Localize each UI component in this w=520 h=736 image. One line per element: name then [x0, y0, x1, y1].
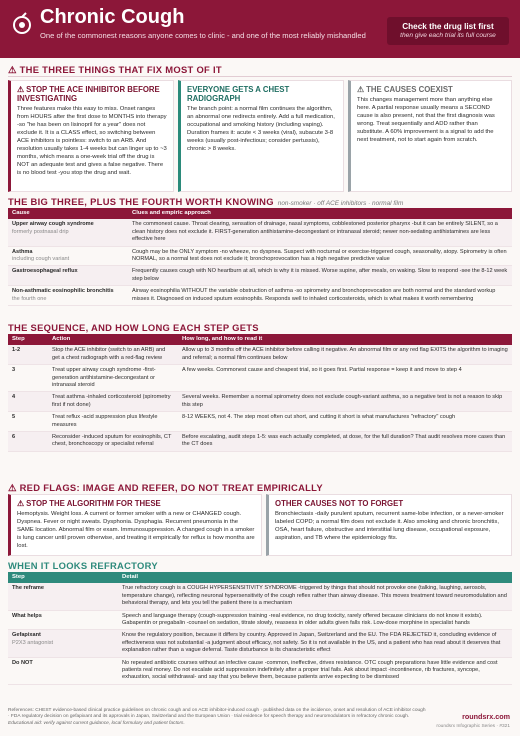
coexist-card-body: This changes management more than anything else here. A partial response usually means a SECOND cause is also present, not that the first diagnosis was wrong. Treat sequentially and ADD rather than substitute. A 60% improvement is a signal to add the next treatment, not to start again from scratch. — [357, 97, 495, 143]
series-label: roundsrx Infographic Series · #321 — [436, 724, 510, 729]
section-red-flags: ⚠ RED FLAGS: IMAGE AND REFER, DO NOT TREAT EMPIRICALLY — [8, 482, 323, 493]
warning-icon: ⚠ — [17, 85, 27, 94]
other-card-title: OTHER CAUSES NOT TO FORGET — [275, 499, 404, 508]
section-three-things: ⚠ THE THREE THINGS THAT FIX MOST OF IT — [8, 64, 222, 75]
references: References: CHEST evidence-based clinical practice guidelines on chronic cough and on ACE inhibitor-induced cough · published data on the incidence, onset and resolution of ACE inhibitor cough · FDA regulatory decision on gefapixant and its approvals in Japan, Switzerland and the European Union · trial evidence for speech therapy and neuromodulators in refractory chronic cough. Educational aid: verify against current guidance, local formulary and patient factors. — [8, 708, 426, 726]
section-refractory: WHEN IT LOOKS REFRACTORY — [8, 560, 158, 571]
xray-card-body: The branch point: a normal film continues the algorithm, an abnormal one redirects entirely. Add a full medication, occupational and smoking history (including vaping). Duration frames it: acute < 3 weeks (viral), subacute 3-8 weeks (usually post-infectious; consider pertussis), chronic > 8 weeks. — [187, 106, 335, 152]
warning-icon: ⚠ — [8, 482, 20, 493]
warning-icon: ⚠ — [17, 499, 27, 508]
big-three-table — [8, 208, 512, 306]
stop-algorithm-card — [8, 494, 262, 556]
table-row: What helps Speech and language therapy (cough-suppression training -real evidence, no drug toxicity, rarely offered because clinicians do not know it exists). Gabapentin or pregabalin -counsel on sedation, titrate slowly, reassess in older adults given falls risk. Low-dose morphine in specialist hands — [8, 610, 512, 630]
sequence-table — [8, 334, 512, 452]
xray-card-title: EVERYONE GETS A CHEST RADIOGRAPH — [187, 85, 290, 103]
warning-icon: ⚠ — [357, 85, 367, 94]
xray-card — [178, 80, 344, 192]
callout-subtitle: then give each trial its full course — [400, 32, 496, 39]
divider — [8, 76, 512, 77]
section-big-three: THE BIG THREE, PLUS THE FOURTH WORTH KNOWING non-smoker · off ACE inhibitors · normal film — [8, 196, 404, 207]
table-row: Gastroesophageal reflux Frequently causes cough with NO heartburn at all, which is why it is missed. Worse supine, after meals, on waking. Slow to respond -see the 8-12 week step below — [8, 266, 512, 286]
drug-list-callout — [387, 17, 509, 45]
section-sequence: THE SEQUENCE, AND HOW LONG EACH STEP GETS — [8, 322, 259, 333]
table-row: 1-2 Stop the ACE inhibitor (switch to an ARB) and get a chest radiograph with a red-flag review Allow up to 3 months off the ACE inhibitor before calling it negative. An abnormal film or any red flag EXITS the algorithm to imaging and referral; a normal film continues below — [8, 345, 512, 364]
table-header-row: Step Action How long, and how to read it — [8, 334, 512, 345]
warning-icon: ⚠ — [8, 64, 20, 75]
stop-card-title: ⚠ STOP THE ALGORITHM FOR THESE — [17, 499, 161, 508]
other-card-body: Bronchiectasis -daily purulent sputum, recurrent same-lobe infection, or a never-smoker labeled COPD; a normal film does not exclude it. Also smoking and chronic bronchitis, OSA, heart failure, obstructive and interstitial lung disease, occupational exposure, aspiration, and TB where the epidemiology fits. — [275, 511, 504, 541]
stop-card-body: Hemoptysis. Weight loss. A current or former smoker with a new or CHANGED cough. Dyspnea. Fever or night sweats. Dysphonia. Dysphagia. Recurrent pneumonia in the SAME location. Abnormal film or exam. Immunosuppression. A changed cough in a smoker is lung cancer until proven otherwise, and treating it empirically for reflux is how months are lost. — [17, 511, 255, 549]
table-row: The reframe True refractory cough is a COUGH HYPERSENSITIVITY SYNDROME -triggered by things that should not provoke one (talking, laughing, aerosols, temperature change), reflecting neuronal hypersensitivity of the cough reflex rather than airway disease. This moves treatment toward neuromodulation and behavioral therapy, and lets you tell the patient there is a mechanism — [8, 583, 512, 610]
table-row: 6 Reconsider -induced sputum for eosinophils, CT chest, bronchoscopy or specialist referral Before escalating, audit steps 1-5: was each actually completed, at dose, for the full duration? That audit resolves more cases than the CT does — [8, 432, 512, 452]
ace-card-body: Three features make this easy to miss. Onset ranges from HOURS after the first dose to MONTHS into therapy -so "he has been on lisinopril for a year" does not exclude it. It is a CLASS effect, so switching between ACE inhibitors is pointless: switch to an ARB. And resolution usually takes 1-4 weeks but can linger up to ~3 months, which means a one-week trial off the drug is NOT an adequate test and gives a false negative. There is no blood test -you stop the drug and wait. — [17, 106, 167, 176]
ace-card — [8, 80, 174, 192]
table-row: Do NOT No repeated antibiotic courses without an infective cause -common, ineffective, drives resistance. OTC cough preparations have little evidence and cost patients real money. Do not escalate acid suppression indefinitely after a proper trial fails. Ask about impact -incontinence, rib fractures, syncope, exhaustion, social withdrawal- and say that you believe them, because patients arrive expecting to be dismissed — [8, 657, 512, 684]
other-causes-card — [266, 494, 512, 556]
stomach-logo-icon — [8, 10, 36, 38]
table-row: 3 Treat upper airway cough syndrome -first-generation antihistamine-decongestant or intranasal steroid A few weeks. Commonest cause and cheapest trial, so it goes first. Partial response = keep it and move to step 4 — [8, 365, 512, 392]
table-row: Upper airway cough syndrome formerly postnasal drip The commonest cause. Throat clearing, sensation of drainage, nasal symptoms, cobblestoned posterior pharynx -but it can be entirely SILENT, so a clean history does not exclude it. FIRST-generation antihistamine-decongestant or intranasal steroid; newer non-sedating antihistamines are less effective here — [8, 219, 512, 246]
callout-title: Check the drug list first — [402, 22, 494, 31]
coexist-card-title: ⚠ THE CAUSES COEXIST — [357, 85, 453, 94]
table-header-row: Cause Clues and empiric approach — [8, 208, 512, 219]
ace-card-title: ⚠ STOP THE ACE INHIBITOR BEFORE INVESTIGATING — [17, 85, 160, 103]
refractory-table — [8, 572, 512, 685]
table-row: Non-asthmatic eosinophilic bronchitis the fourth one Airway eosinophilia WITHOUT the variable obstruction of asthma -so spirometry and bronchoprovocation are both normal and the standard workup misses it. Diagnosed on induced sputum eosinophils. Responds well to inhaled corticosteroids, which is what makes it worth remembering — [8, 286, 512, 306]
page-header — [0, 0, 520, 58]
page-subtitle: One of the commonest reasons anyone comes to clinic - and one of the most reliably mishandled — [40, 31, 366, 40]
table-header-row: Step Detail — [8, 572, 512, 583]
table-row: Gefapixant P2X3 antagonist Know the regulatory position, because it differs by country. Approved in Japan, Switzerland and the EU. The FDA REJECTED it, concluding evidence of effectiveness was not substantial -a judgment about efficacy, not safety. So it is not available in the US, and a patient who has read about it deserves that explanation rather than a vague deferral. Taste disturbance is its characteristic effect — [8, 630, 512, 657]
table-row: 5 Treat reflux -acid suppression plus lifestyle measures 8-12 WEEKS, not 4. The step most often cut short, and cutting it short is what manufactures "refractory" cough — [8, 412, 512, 432]
table-row: 4 Treat asthma -inhaled corticosteroid (spirometry first if not done) Several weeks. Remember a normal spirometry does not exclude cough-variant asthma, so a negative test is not a reason to skip this step — [8, 392, 512, 412]
coexist-card — [348, 80, 512, 192]
site-link[interactable]: roundsrx.com — [462, 712, 510, 721]
table-row: Asthma including cough variant Cough may be the ONLY symptom -no wheeze, no dyspnea. Suspect with nocturnal or exercise-triggered cough, seasonality, atopy. Spirometry is often NORMAL, so a normal test does not exclude it; bronchoprovocation has a high negative predictive value — [8, 246, 512, 266]
page-title: Chronic Cough — [40, 6, 185, 28]
